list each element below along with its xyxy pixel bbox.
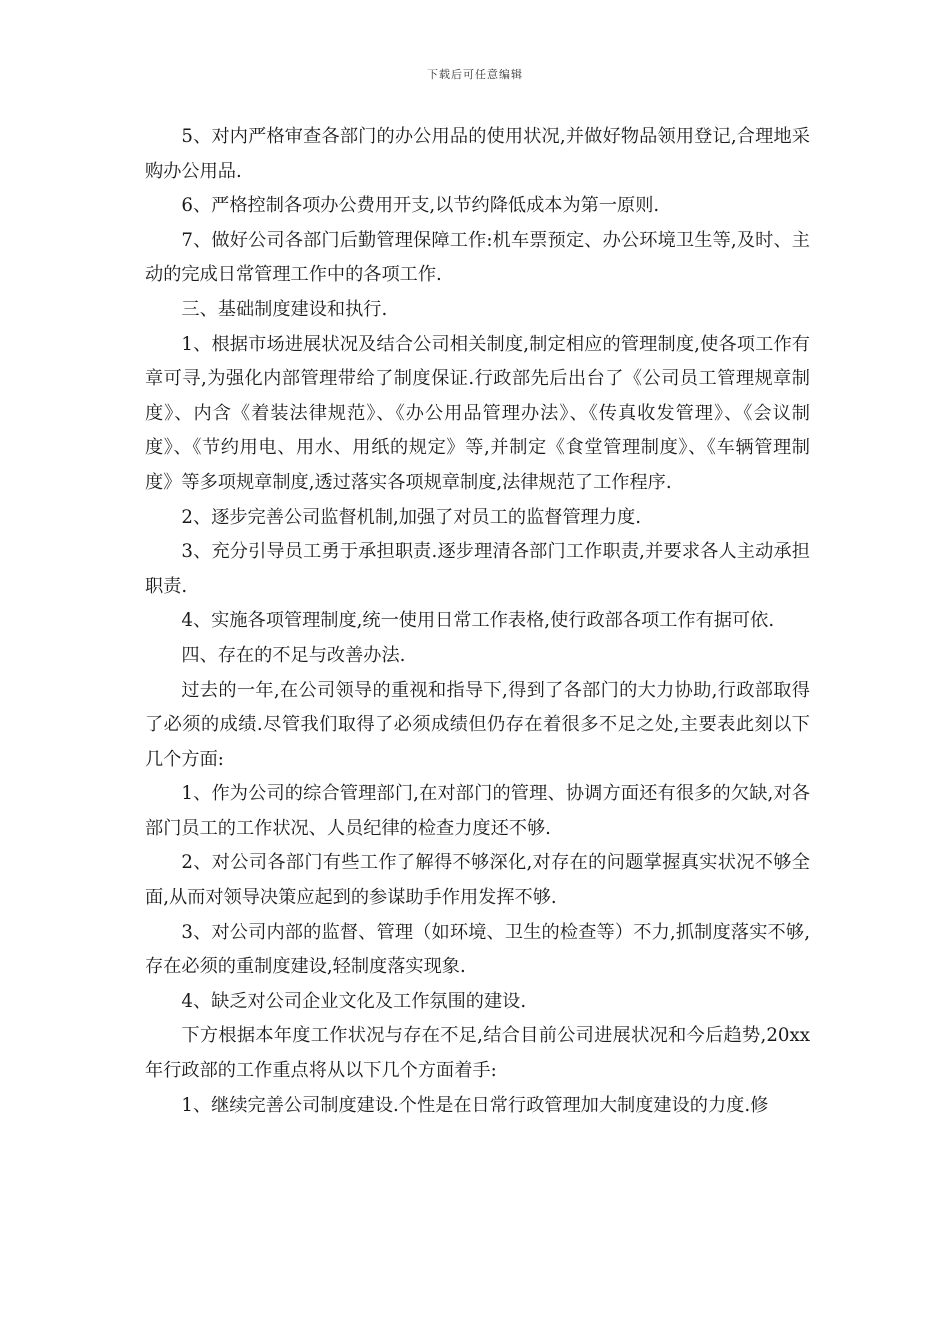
paragraph: 6、严格控制各项办公费用开支,以节约降低成本为第一原则.: [181, 195, 660, 217]
paragraph: 3、充分引导员工勇于承担职责.逐步理清各部门工作职责,并要求各人主动承担职责.: [145, 541, 810, 597]
section-heading: 三、基础制度建设和执行.: [181, 298, 388, 320]
paragraph: 1、继续完善公司制度建设.个性是在日常行政管理加大制度建设的力度.修: [181, 1094, 769, 1116]
page-header: 下载后可任意编辑: [427, 68, 523, 81]
paragraph: 4、实施各项管理制度,统一使用日常工作表格,使行政部各项工作有据可依.: [181, 610, 775, 632]
paragraph: 1、作为公司的综合管理部门,在对部门的管理、协调方面还有很多的欠缺,对各部门员工的工作状况、人员纪律的检查力度还不够.: [145, 783, 810, 839]
document-body: [145, 120, 810, 1123]
paragraph: 4、缺乏对公司企业文化及工作氛围的建设.: [181, 990, 527, 1012]
paragraph: 过去的一年,在公司领导的重视和指导下,得到了各部门的大力协助,行政部取得了必须的成绩.尽管我们取得了必须成绩但仍存在着很多不足之处,主要表此刻以下几个方面:: [145, 679, 810, 770]
paragraph: 5、对内严格审查各部门的办公用品的使用状况,并做好物品领用登记,合理地采购办公用品.: [145, 126, 810, 182]
paragraph: 下方根据本年度工作状况与存在不足,结合目前公司进展状况和今后趋势,20xx年行政部的工作重点将从以下几个方面着手:: [145, 1025, 810, 1082]
section-heading: 四、存在的不足与改善办法.: [181, 644, 406, 666]
paragraph: 2、对公司各部门有些工作了解得不够深化,对存在的问题掌握真实状况不够全面,从而对领导决策应起到的参谋助手作用发挥不够.: [145, 852, 810, 909]
paragraph: 2、逐步完善公司监督机制,加强了对员工的监督管理力度.: [181, 506, 642, 528]
paragraph: 7、做好公司各部门后勤管理保障工作:机车票预定、办公环境卫生等,及时、主动的完成日常管理工作中的各项工作.: [145, 229, 810, 286]
paragraph: 3、对公司内部的监督、管理（如环境、卫生的检查等）不力,抓制度落实不够,存在必须的重制度建设,轻制度落实现象.: [145, 921, 810, 978]
paragraph: 1、根据市场进展状况及结合公司相关制度,制定相应的管理制度,使各项工作有章可寻,为强化内部管理带给了制度保证.行政部先后出台了《公司员工管理规章制度》、内含《着装法律规范》、《办公用品管理办法》、《传真收发管理》、《会议制度》、《节约用电、用水、用纸的规定》等,并制定《食堂管理制度》、《车辆管理制度》等多项规章制度,透过落实各项规章制度,法律规范了工作程序.: [145, 333, 810, 493]
